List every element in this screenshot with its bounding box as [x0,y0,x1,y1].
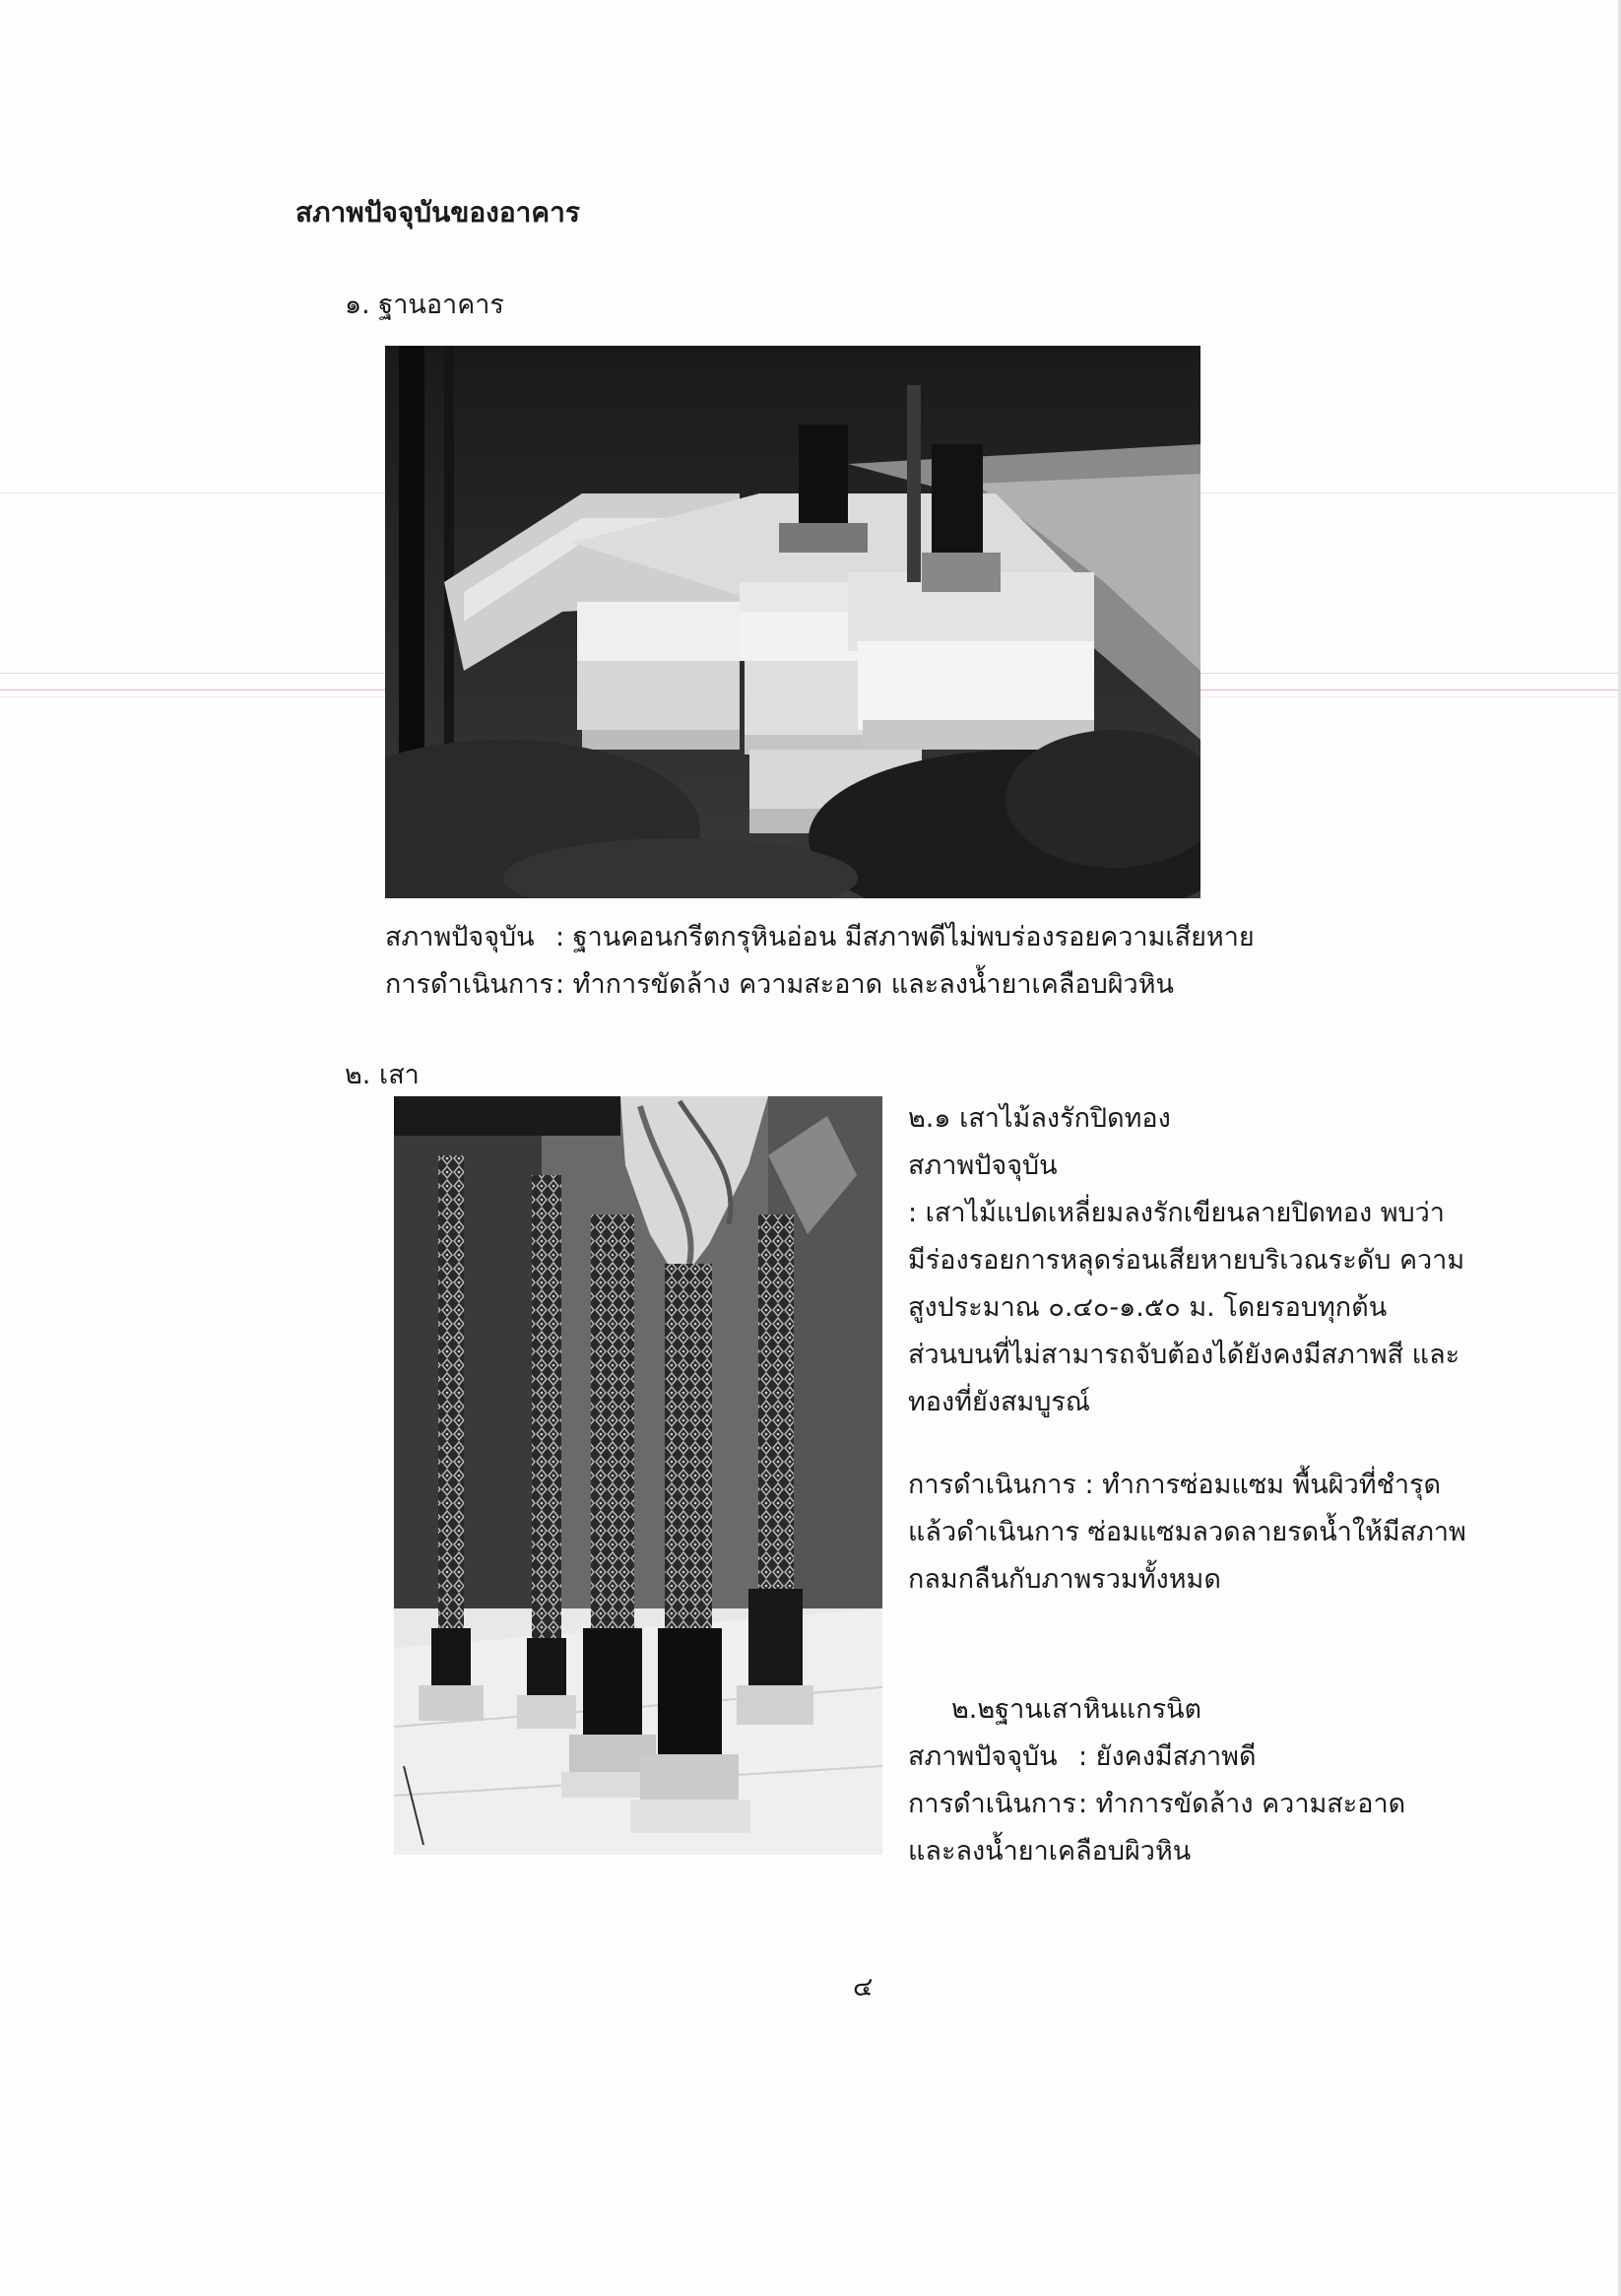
section-1-title: ๑. ฐานอาคาร [345,290,504,320]
subsection-2-2-condition [908,1734,1257,1781]
subsection-2-1-condition-line: สูงประมาณ ๐.๔๐-๑.๕๐ ม. โดยรอบทุกต้น [908,1292,1388,1323]
subsection-2-2-title: ๒.๒ฐานเสาหินแกรนิต [951,1694,1202,1725]
condition-label: สภาพปัจจุบัน [908,1741,1058,1772]
subsection-2-1-condition-line: ส่วนบนที่ไม่สามารถจับต้องได้ยังคงมีสภาพสี และ [908,1340,1460,1370]
subsection-2-1-condition-line: : เสาไม้แปดเหลี่ยมลงรักเขียนลายปิดทอง พบว่า [908,1198,1445,1228]
subsection-2-2-action-cont: และลงน้ำยาเคลือบผิวหิน [908,1836,1192,1867]
lacquered-pillars-photo [394,1096,882,1855]
page-number: ๔ [853,1972,874,2002]
subsection-2-1-condition-line: ทองที่ยังสมบูรณ์ [908,1387,1090,1417]
subsection-2-1-action-line: การดำเนินการ : ทำการซ่อมแซม พื้นผิวที่ชำรุด [908,1470,1442,1500]
page-heading: สภาพปัจจุบันของอาคาร [295,196,580,229]
section-1-condition [385,914,1255,961]
condition-text: : ยังคงมีสภาพดี [1078,1741,1257,1772]
action-label: การดำเนินการ [908,1789,1076,1819]
subsection-2-1-action-line: แล้วดำเนินการ ซ่อมแซมลวดลายรดน้ำให้มีสภาพ [908,1517,1466,1547]
concrete-base-photo [385,346,1200,898]
action-text: : ทำการขัดล้าง ความสะอาด และลงน้ำยาเคลือบผิวหิน [555,969,1174,1000]
section-2-title: ๒. เสา [345,1060,420,1090]
action-label: การดำเนินการ [385,969,553,1000]
section-1-action [385,961,1174,1009]
subsection-2-1-condition-label: สภาพปัจจุบัน [908,1150,1058,1181]
action-text: : ทำการขัดล้าง ความสะอาด [1078,1789,1406,1819]
condition-label: สภาพปัจจุบัน [385,922,535,952]
subsection-2-1-condition-line: มีร่องรอยการหลุดร่อนเสียหายบริเวณระดับ ความ [908,1245,1465,1276]
condition-text: : ฐานคอนกรีตกรุหินอ่อน มีสภาพดีไม่พบร่องรอยความเสียหาย [555,922,1255,952]
subsection-2-1-title: ๒.๑ เสาไม้ลงรักปิดทอง [908,1103,1171,1134]
subsection-2-2-action [908,1781,1405,1828]
subsection-2-1-action-line: กลมกลืนกับภาพรวมทั้งหมด [908,1564,1221,1595]
